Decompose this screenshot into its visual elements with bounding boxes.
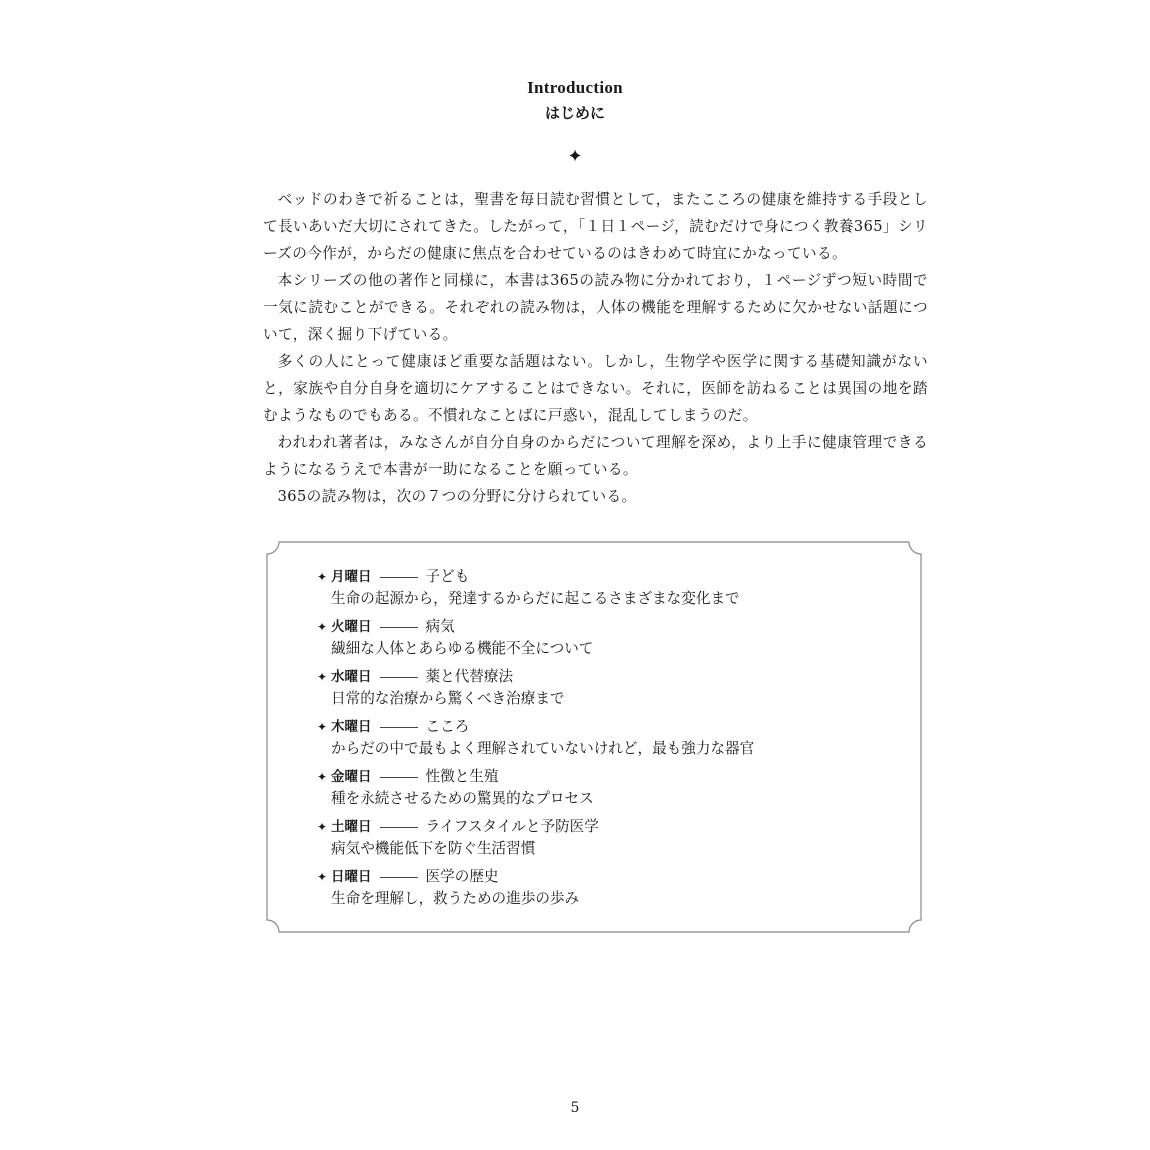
day-topic: 医学の歴史: [425, 868, 499, 885]
day-description: 種を永続させるための驚異的なプロセス: [331, 790, 594, 807]
em-dash-divider: [380, 777, 418, 778]
diamond-ornament-icon: ✦: [567, 146, 583, 167]
day-topic: 病気: [425, 618, 455, 635]
em-dash-divider: [380, 727, 418, 728]
day-name: 土曜日: [331, 819, 372, 835]
introduction-body: [263, 186, 928, 510]
list-item-friday: [317, 766, 897, 809]
day-topic: 性徴と生殖: [425, 768, 499, 785]
day-topic: 薬と代替療法: [425, 668, 514, 685]
day-description: 生命を理解し，救うための進歩の歩み: [331, 890, 580, 907]
day-name: 火曜日: [331, 619, 372, 635]
day-name: 水曜日: [331, 669, 372, 685]
day-name: 月曜日: [331, 569, 372, 585]
diamond-bullet-icon: ✦: [317, 720, 328, 734]
list-item-tuesday: [317, 616, 897, 659]
paragraph: 多くの人にとって健康ほど重要な話題はない。しかし，生物学や医学に関する基礎知識がないと，家族や自分自身を適切にケアすることはできない。それに，医師を訪ねることは異国の地を踏むようなものでもある。不慣れなことばに戸惑い，混乱してしまうのだ。: [263, 353, 928, 424]
diamond-bullet-icon: ✦: [317, 820, 328, 834]
page-title-japanese: はじめに: [544, 104, 605, 122]
day-name: 木曜日: [331, 719, 372, 735]
day-topic: ライフスタイルと予防医学: [425, 818, 599, 835]
list-item-monday: [317, 566, 897, 609]
em-dash-divider: [380, 877, 418, 878]
day-description: からだの中で最もよく理解されていないけれど，最も強力な器官: [331, 740, 755, 757]
em-dash-divider: [380, 627, 418, 628]
day-name: 金曜日: [331, 769, 372, 785]
diamond-bullet-icon: ✦: [317, 570, 328, 584]
page-number: 5: [570, 1100, 580, 1116]
page-title-english: Introduction: [527, 78, 623, 97]
day-topic: こころ: [425, 718, 470, 735]
diamond-bullet-icon: ✦: [317, 620, 328, 634]
day-name: 日曜日: [331, 869, 372, 885]
list-item-thursday: [317, 716, 897, 759]
day-description: 繊細な人体とあらゆる機能不全について: [331, 640, 594, 657]
em-dash-divider: [380, 677, 418, 678]
weekday-topics-box: [263, 538, 925, 936]
paragraph: われわれ著者は，みなさんが自分自身のからだについて理解を深め，より上手に健康管理できるようになるうえで本書が一助になることを願っている。: [263, 434, 928, 478]
day-description: 生命の起源から，発達するからだに起こるさまざまな変化まで: [331, 590, 740, 607]
diamond-bullet-icon: ✦: [317, 670, 328, 684]
paragraph: ベッドのわきで祈ることは，聖書を毎日読む習慣として，またこころの健康を維持する手段として長いあいだ大切にされてきた。したがって，「１日１ページ，読むだけで身につく教養365」シリーズの今作が，からだの健康に焦点を合わせているのはきわめて時宜にかなっている。: [263, 191, 928, 262]
diamond-bullet-icon: ✦: [317, 770, 328, 784]
weekday-list: [317, 566, 897, 916]
em-dash-divider: [380, 577, 418, 578]
list-item-saturday: [317, 816, 897, 859]
diamond-bullet-icon: ✦: [317, 870, 328, 884]
paragraph: 365の読み物は，次の７つの分野に分けられている。: [277, 488, 637, 505]
em-dash-divider: [380, 827, 418, 828]
day-description: 病気や機能低下を防ぐ生活習慣: [331, 840, 536, 857]
list-item-wednesday: [317, 666, 897, 709]
paragraph: 本シリーズの他の著作と同様に，本書は365の読み物に分かれており，１ページずつ短い時間で一気に読むことができる。それぞれの読み物は，人体の機能を理解するために欠かせない話題について，深く掘り下げている。: [263, 272, 928, 343]
day-description: 日常的な治療から驚くべき治療まで: [331, 690, 565, 707]
list-item-sunday: [317, 866, 897, 909]
day-topic: 子ども: [425, 568, 470, 585]
